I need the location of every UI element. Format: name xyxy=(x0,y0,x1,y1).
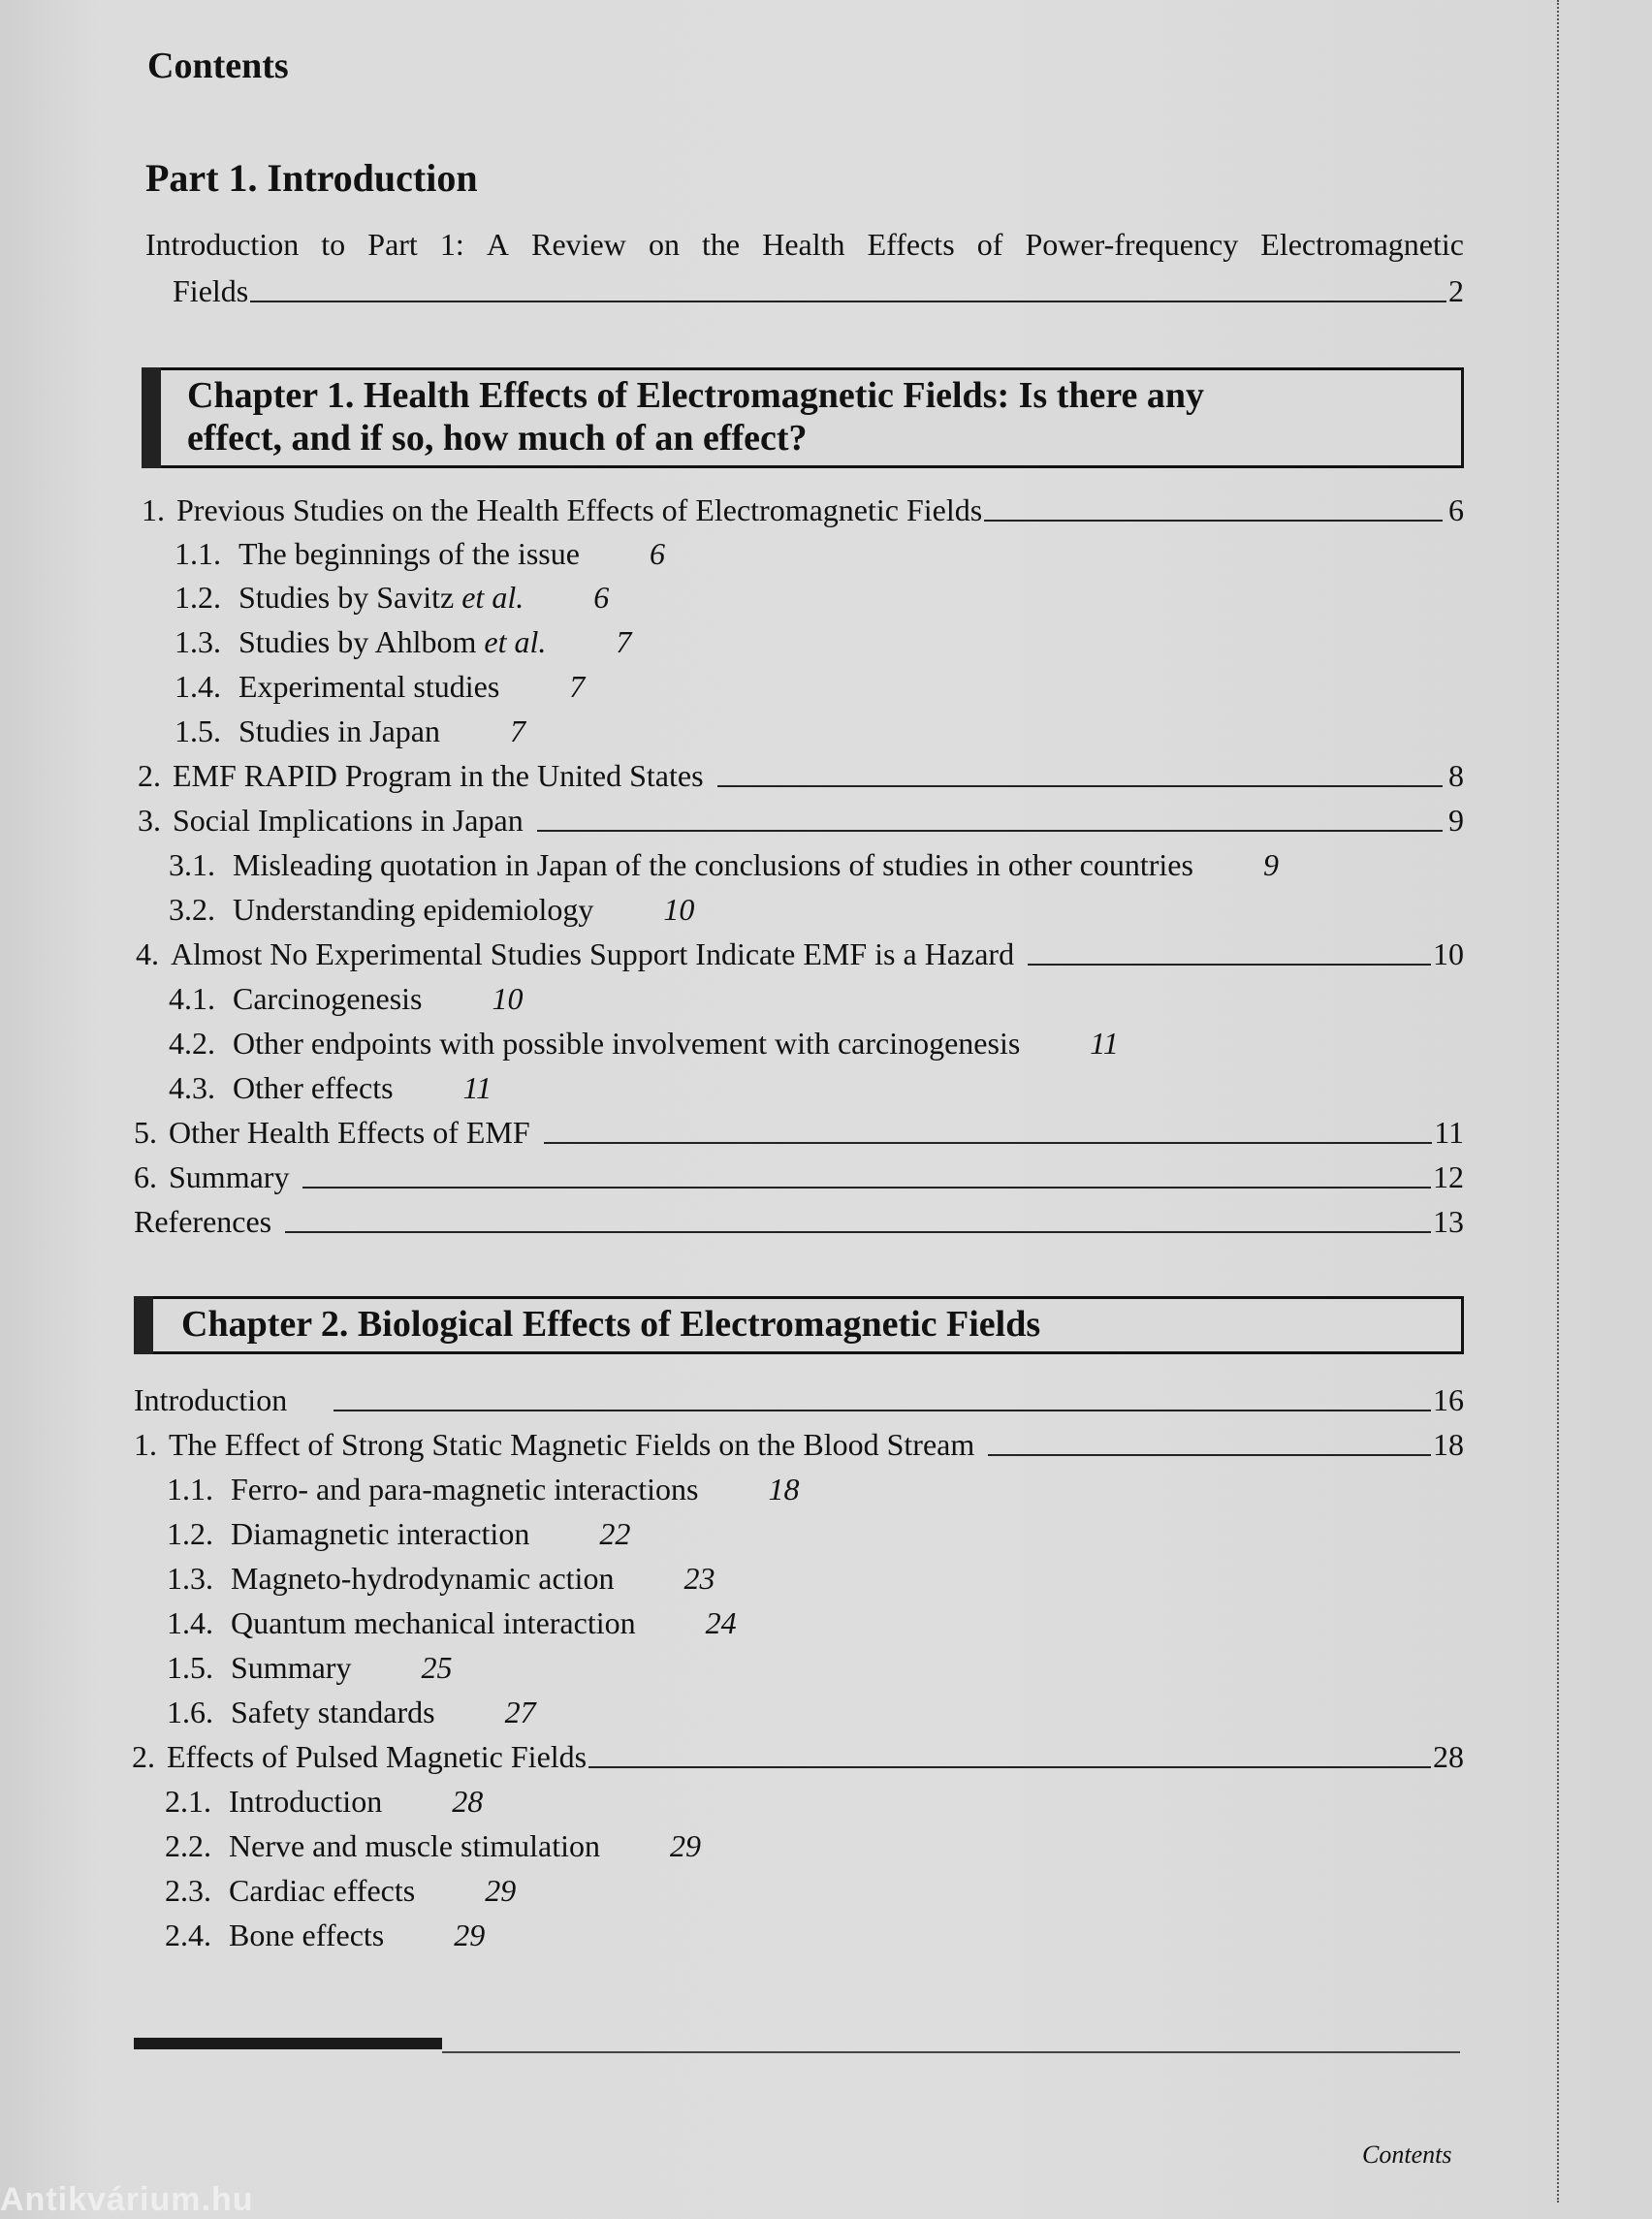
page-number: 29 xyxy=(454,1918,486,1952)
page-number: 2 xyxy=(1448,273,1464,308)
dot-leader xyxy=(544,1142,1433,1144)
dot-leader xyxy=(717,785,1443,787)
toc-subentry[interactable]: 4.1. Carcinogenesis 10 xyxy=(169,981,524,1016)
page-number: 6 xyxy=(649,536,665,571)
toc-subentry[interactable]: 1.2. Diamagnetic interaction 22 xyxy=(167,1516,631,1551)
toc-subentry[interactable]: 3.2. Understanding epidemiology 10 xyxy=(169,892,695,927)
page-number: 18 xyxy=(768,1472,800,1506)
toc-entry[interactable]: 2. EMF RAPID Program in the United States 8 xyxy=(138,754,1464,797)
toc-subentry[interactable]: 1.3. Magneto-hydrodynamic action 23 xyxy=(167,1561,715,1596)
toc-entry[interactable]: Introduction 16 xyxy=(134,1379,1464,1421)
page-number: 6 xyxy=(593,580,610,615)
toc-subentry[interactable]: 1.4. Experimental studies 7 xyxy=(175,669,586,704)
dot-leader xyxy=(984,520,1443,522)
page-number: 10 xyxy=(663,892,695,927)
intro-title-line2: Fields xyxy=(173,273,249,308)
page-number: 28 xyxy=(1433,1739,1464,1774)
chapter-marker-bar xyxy=(134,1296,153,1354)
chapter-2-heading: Chapter 2. Biological Effects of Electromagnetic Fields xyxy=(134,1296,1464,1354)
page-number: 28 xyxy=(452,1784,484,1819)
page-number: 7 xyxy=(616,624,632,659)
toc-subentry[interactable]: 2.3. Cardiac effects 29 xyxy=(165,1873,517,1908)
page-number: 11 xyxy=(462,1070,492,1105)
page-number: 11 xyxy=(1090,1026,1119,1061)
page-number: 7 xyxy=(509,713,525,748)
toc-entry[interactable]: 1. Previous Studies on the Health Effects of Electromagnetic Fields 6 xyxy=(142,489,1464,531)
page-number: 9 xyxy=(1448,803,1464,838)
page-number: 7 xyxy=(569,669,586,704)
page-number: 25 xyxy=(421,1650,453,1685)
dot-leader xyxy=(588,1766,1431,1768)
chapter-1-heading: Chapter 1. Health Effects of Electromagnetic Fields: Is there any effect, and if so, how much of an effect? xyxy=(142,367,1464,468)
page-number: 6 xyxy=(1448,492,1464,527)
page-number: 13 xyxy=(1433,1204,1464,1239)
toc-subentry[interactable]: 4.2. Other endpoints with possible involvement with carcinogenesis 11 xyxy=(169,1026,1119,1061)
toc-entry[interactable]: 2. Effects of Pulsed Magnetic Fields 28 xyxy=(132,1735,1464,1778)
toc-subentry[interactable]: 1.1. Ferro- and para-magnetic interactions 18 xyxy=(167,1472,800,1506)
page-number: 23 xyxy=(683,1561,715,1596)
toc-subentry[interactable]: 4.3. Other effects 11 xyxy=(169,1070,492,1105)
dot-leader xyxy=(334,1410,1431,1411)
toc-entry[interactable]: References 13 xyxy=(134,1200,1464,1243)
toc-subentry[interactable]: 1.5. Studies in Japan 7 xyxy=(175,713,525,748)
chapter-marker-bar xyxy=(142,367,161,468)
part-1-heading: Part 1. Introduction xyxy=(145,156,478,200)
footer-rule-thick xyxy=(134,2038,442,2049)
footer-rule-thin xyxy=(442,2051,1460,2053)
page-number: 12 xyxy=(1433,1159,1464,1194)
page-number: 10 xyxy=(492,981,524,1016)
page-number: 10 xyxy=(1433,936,1464,971)
page-number: 16 xyxy=(1433,1382,1464,1417)
dot-leader xyxy=(250,301,1446,302)
running-footer: Contents xyxy=(1362,2140,1452,2169)
page-number: 9 xyxy=(1262,847,1279,882)
toc-subentry[interactable]: 1.1. The beginnings of the issue 6 xyxy=(175,536,665,571)
dot-leader xyxy=(1028,964,1431,966)
toc-subentry[interactable]: 3.1. Misleading quotation in Japan of the conclusions of studies in other countries 9 xyxy=(169,847,1279,882)
dot-leader xyxy=(302,1187,1431,1189)
toc-subentry[interactable]: 2.1. Introduction 28 xyxy=(165,1784,484,1819)
toc-subentry[interactable]: 1.6. Safety standards 27 xyxy=(167,1695,536,1729)
toc-entry[interactable]: 4. Almost No Experimental Studies Support Indicate EMF is a Hazard 10 xyxy=(136,933,1464,975)
page-number: 8 xyxy=(1448,758,1464,793)
toc-entry[interactable]: 1. The Effect of Strong Static Magnetic Fields on the Blood Stream 18 xyxy=(134,1423,1464,1466)
toc-entry[interactable]: 6. Summary 12 xyxy=(134,1156,1464,1198)
watermark: Antikvárium.hu xyxy=(0,2181,254,2218)
dot-leader xyxy=(988,1454,1431,1456)
page-number: 11 xyxy=(1434,1115,1464,1150)
toc-subentry[interactable]: 2.4. Bone effects 29 xyxy=(165,1918,486,1952)
page-number: 22 xyxy=(599,1516,631,1551)
page-number: 24 xyxy=(705,1605,737,1640)
page-title: Contents xyxy=(147,46,289,86)
toc-subentry[interactable]: 1.3. Studies by Ahlbom et al. 7 xyxy=(175,624,632,659)
toc-subentry[interactable]: 1.2. Studies by Savitz et al. 6 xyxy=(175,580,610,615)
toc-entry-part1-intro[interactable] xyxy=(145,221,1464,314)
toc-entry[interactable]: 3. Social Implications in Japan 9 xyxy=(138,799,1464,841)
dot-leader xyxy=(285,1231,1431,1233)
toc-subentry[interactable]: 2.2. Nerve and muscle stimulation 29 xyxy=(165,1828,702,1863)
toc-entry[interactable]: 5. Other Health Effects of EMF 11 xyxy=(134,1111,1464,1154)
toc-subentry[interactable]: 1.4. Quantum mechanical interaction 24 xyxy=(167,1605,737,1640)
page-number: 18 xyxy=(1433,1427,1464,1462)
intro-title-line1: Introduction to Part 1: A Review on the Health Effects of Power-frequency Electromagnetic xyxy=(145,227,1464,262)
page-number: 29 xyxy=(670,1828,702,1863)
page-number: 27 xyxy=(504,1695,536,1729)
toc-subentry[interactable]: 1.5. Summary 25 xyxy=(167,1650,453,1685)
page-gutter-divider xyxy=(1557,0,1559,2203)
dot-leader xyxy=(537,830,1443,832)
page-number: 29 xyxy=(485,1873,517,1908)
